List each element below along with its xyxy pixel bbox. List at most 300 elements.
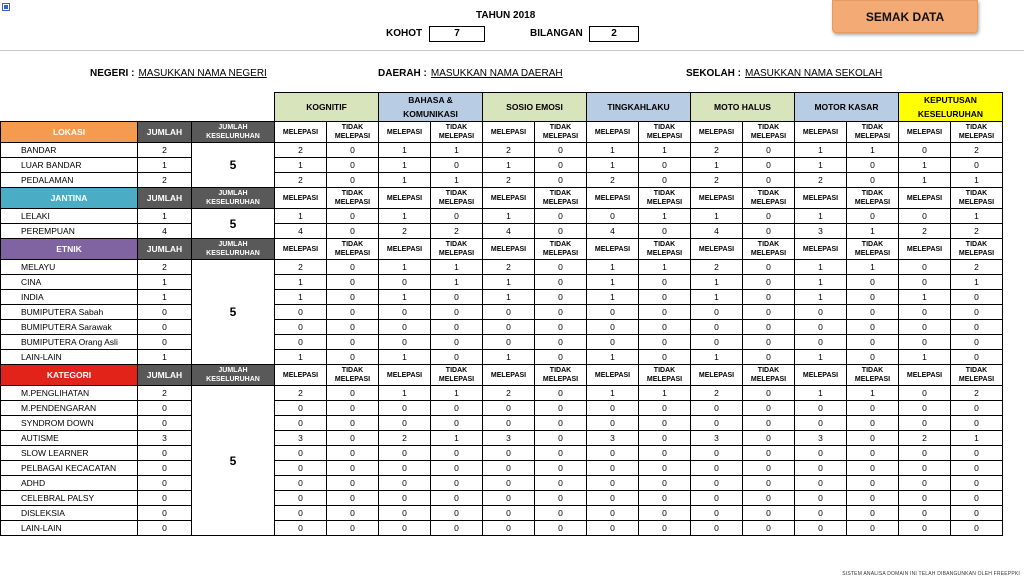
value-cell[interactable]: 1 [275,209,327,224]
value-cell[interactable]: 0 [847,416,899,431]
value-cell[interactable]: 1 [379,386,431,401]
jumlah-cell[interactable]: 4 [138,224,192,239]
value-cell[interactable]: 0 [951,320,1003,335]
value-cell[interactable]: 0 [951,335,1003,350]
value-cell[interactable]: 0 [327,401,379,416]
value-cell[interactable]: 2 [275,173,327,188]
value-cell[interactable]: 3 [691,431,743,446]
value-cell[interactable]: 2 [379,431,431,446]
value-cell[interactable]: 0 [379,491,431,506]
value-cell[interactable]: 3 [795,431,847,446]
value-cell[interactable]: 0 [587,521,639,536]
value-cell[interactable]: 4 [587,224,639,239]
value-cell[interactable]: 0 [535,305,587,320]
value-cell[interactable]: 1 [899,290,951,305]
value-cell[interactable]: 0 [743,209,795,224]
value-cell[interactable]: 4 [483,224,535,239]
value-cell[interactable]: 0 [691,491,743,506]
value-cell[interactable]: 0 [275,446,327,461]
jumlah-cell[interactable]: 1 [138,290,192,305]
value-cell[interactable]: 0 [743,305,795,320]
value-cell[interactable]: 0 [899,260,951,275]
value-cell[interactable]: 0 [639,320,691,335]
value-cell[interactable]: 0 [535,290,587,305]
value-cell[interactable]: 1 [587,260,639,275]
value-cell[interactable]: 0 [379,506,431,521]
value-cell[interactable]: 1 [691,275,743,290]
value-cell[interactable]: 1 [431,260,483,275]
value-cell[interactable]: 0 [639,416,691,431]
value-cell[interactable]: 0 [691,476,743,491]
value-cell[interactable]: 0 [327,521,379,536]
value-cell[interactable]: 0 [587,506,639,521]
value-cell[interactable]: 2 [951,260,1003,275]
value-cell[interactable]: 0 [535,506,587,521]
value-cell[interactable]: 1 [379,173,431,188]
value-cell[interactable]: 1 [899,173,951,188]
value-cell[interactable]: 0 [639,275,691,290]
value-cell[interactable]: 0 [379,305,431,320]
jumlah-cell[interactable]: 0 [138,401,192,416]
value-cell[interactable]: 0 [847,290,899,305]
value-cell[interactable]: 0 [431,416,483,431]
value-cell[interactable]: 1 [431,143,483,158]
value-cell[interactable]: 0 [899,416,951,431]
value-cell[interactable]: 0 [743,173,795,188]
value-cell[interactable]: 0 [639,335,691,350]
value-cell[interactable]: 1 [431,275,483,290]
value-cell[interactable]: 0 [483,506,535,521]
value-cell[interactable]: 0 [327,290,379,305]
value-cell[interactable]: 0 [795,521,847,536]
value-cell[interactable]: 0 [899,386,951,401]
value-cell[interactable]: 0 [847,275,899,290]
value-cell[interactable]: 2 [899,431,951,446]
value-cell[interactable]: 0 [899,335,951,350]
value-cell[interactable]: 0 [379,320,431,335]
value-cell[interactable]: 1 [639,386,691,401]
value-cell[interactable]: 0 [327,224,379,239]
value-cell[interactable]: 0 [327,173,379,188]
value-cell[interactable]: 0 [379,401,431,416]
jumlah-cell[interactable]: 2 [138,173,192,188]
jumlah-cell[interactable]: 0 [138,305,192,320]
value-cell[interactable]: 0 [327,260,379,275]
value-cell[interactable]: 1 [275,275,327,290]
value-cell[interactable]: 0 [431,305,483,320]
value-cell[interactable]: 0 [431,491,483,506]
value-cell[interactable]: 0 [743,386,795,401]
value-cell[interactable]: 0 [847,491,899,506]
value-cell[interactable]: 0 [743,491,795,506]
value-cell[interactable]: 0 [691,521,743,536]
value-cell[interactable]: 0 [743,158,795,173]
value-cell[interactable]: 0 [483,305,535,320]
value-cell[interactable]: 1 [379,158,431,173]
value-cell[interactable]: 1 [795,260,847,275]
value-cell[interactable]: 1 [379,260,431,275]
value-cell[interactable]: 0 [743,260,795,275]
jumlah-cell[interactable]: 2 [138,386,192,401]
value-cell[interactable]: 0 [847,158,899,173]
value-cell[interactable]: 0 [431,158,483,173]
value-cell[interactable]: 2 [431,224,483,239]
value-cell[interactable]: 0 [275,416,327,431]
value-cell[interactable]: 0 [847,305,899,320]
value-cell[interactable]: 0 [795,446,847,461]
value-cell[interactable]: 3 [275,431,327,446]
value-cell[interactable]: 1 [951,173,1003,188]
kohot-field[interactable]: 7 [429,26,485,42]
value-cell[interactable]: 0 [951,491,1003,506]
value-cell[interactable]: 2 [691,143,743,158]
value-cell[interactable]: 0 [431,335,483,350]
value-cell[interactable]: 0 [951,446,1003,461]
value-cell[interactable]: 0 [275,305,327,320]
value-cell[interactable]: 1 [431,173,483,188]
value-cell[interactable]: 0 [535,209,587,224]
value-cell[interactable]: 0 [587,320,639,335]
value-cell[interactable]: 1 [483,350,535,365]
sekolah-field[interactable]: MASUKKAN NAMA SEKOLAH [745,68,883,79]
value-cell[interactable]: 1 [795,275,847,290]
value-cell[interactable]: 0 [275,491,327,506]
value-cell[interactable]: 0 [535,461,587,476]
value-cell[interactable]: 0 [847,521,899,536]
value-cell[interactable]: 0 [431,461,483,476]
value-cell[interactable]: 0 [535,320,587,335]
value-cell[interactable]: 2 [899,224,951,239]
value-cell[interactable]: 0 [327,335,379,350]
value-cell[interactable]: 0 [587,335,639,350]
jumlah-cell[interactable]: 0 [138,476,192,491]
jumlah-cell[interactable]: 0 [138,335,192,350]
value-cell[interactable]: 1 [847,143,899,158]
value-cell[interactable]: 1 [691,158,743,173]
value-cell[interactable]: 1 [795,209,847,224]
value-cell[interactable]: 0 [743,335,795,350]
value-cell[interactable]: 0 [691,401,743,416]
value-cell[interactable]: 2 [951,143,1003,158]
value-cell[interactable]: 2 [691,173,743,188]
value-cell[interactable]: 1 [691,209,743,224]
value-cell[interactable]: 0 [535,416,587,431]
value-cell[interactable]: 2 [483,386,535,401]
value-cell[interactable]: 0 [587,461,639,476]
value-cell[interactable]: 0 [535,446,587,461]
value-cell[interactable]: 0 [327,461,379,476]
value-cell[interactable]: 0 [587,491,639,506]
value-cell[interactable]: 0 [535,350,587,365]
jumlah-cell[interactable]: 3 [138,431,192,446]
value-cell[interactable]: 0 [639,305,691,320]
value-cell[interactable]: 1 [275,158,327,173]
value-cell[interactable]: 0 [431,476,483,491]
value-cell[interactable]: 1 [483,290,535,305]
value-cell[interactable]: 0 [743,506,795,521]
value-cell[interactable]: 0 [327,275,379,290]
value-cell[interactable]: 0 [275,521,327,536]
value-cell[interactable]: 0 [327,350,379,365]
value-cell[interactable]: 0 [327,506,379,521]
value-cell[interactable]: 0 [587,476,639,491]
value-cell[interactable]: 0 [899,320,951,335]
value-cell[interactable]: 0 [899,506,951,521]
value-cell[interactable]: 0 [327,476,379,491]
value-cell[interactable]: 0 [275,506,327,521]
value-cell[interactable]: 0 [587,446,639,461]
value-cell[interactable]: 0 [899,491,951,506]
value-cell[interactable]: 1 [691,290,743,305]
value-cell[interactable]: 0 [899,521,951,536]
value-cell[interactable]: 0 [951,290,1003,305]
value-cell[interactable]: 0 [795,320,847,335]
value-cell[interactable]: 0 [327,305,379,320]
value-cell[interactable]: 1 [431,386,483,401]
value-cell[interactable]: 1 [587,143,639,158]
value-cell[interactable]: 0 [691,335,743,350]
value-cell[interactable]: 2 [587,173,639,188]
value-cell[interactable]: 4 [275,224,327,239]
value-cell[interactable]: 1 [483,209,535,224]
value-cell[interactable]: 2 [795,173,847,188]
value-cell[interactable]: 0 [639,446,691,461]
value-cell[interactable]: 1 [275,290,327,305]
value-cell[interactable]: 2 [483,260,535,275]
value-cell[interactable]: 0 [691,506,743,521]
value-cell[interactable]: 0 [327,158,379,173]
value-cell[interactable]: 0 [847,506,899,521]
value-cell[interactable]: 0 [847,209,899,224]
value-cell[interactable]: 0 [951,416,1003,431]
value-cell[interactable]: 0 [535,431,587,446]
value-cell[interactable]: 0 [743,143,795,158]
value-cell[interactable]: 0 [795,401,847,416]
value-cell[interactable]: 1 [639,143,691,158]
value-cell[interactable]: 0 [743,461,795,476]
value-cell[interactable]: 0 [639,290,691,305]
value-cell[interactable]: 2 [275,260,327,275]
jumlah-cell[interactable]: 0 [138,320,192,335]
value-cell[interactable]: 0 [639,461,691,476]
value-cell[interactable]: 0 [483,416,535,431]
value-cell[interactable]: 1 [951,209,1003,224]
value-cell[interactable]: 1 [379,209,431,224]
value-cell[interactable]: 0 [483,491,535,506]
jumlah-cell[interactable]: 0 [138,446,192,461]
jumlah-cell[interactable]: 1 [138,158,192,173]
value-cell[interactable]: 0 [483,320,535,335]
value-cell[interactable]: 0 [379,416,431,431]
value-cell[interactable]: 0 [743,224,795,239]
value-cell[interactable]: 0 [847,320,899,335]
value-cell[interactable]: 0 [379,461,431,476]
value-cell[interactable]: 1 [379,350,431,365]
value-cell[interactable]: 0 [847,350,899,365]
value-cell[interactable]: 0 [639,224,691,239]
value-cell[interactable]: 1 [951,275,1003,290]
value-cell[interactable]: 0 [743,476,795,491]
value-cell[interactable]: 0 [847,173,899,188]
value-cell[interactable]: 0 [483,401,535,416]
value-cell[interactable]: 0 [275,461,327,476]
value-cell[interactable]: 0 [535,173,587,188]
value-cell[interactable]: 0 [379,476,431,491]
value-cell[interactable]: 0 [743,350,795,365]
value-cell[interactable]: 2 [691,260,743,275]
jumlah-cell[interactable]: 1 [138,350,192,365]
value-cell[interactable]: 1 [587,275,639,290]
value-cell[interactable]: 0 [379,521,431,536]
value-cell[interactable]: 0 [535,335,587,350]
value-cell[interactable]: 0 [587,209,639,224]
value-cell[interactable]: 0 [951,506,1003,521]
value-cell[interactable]: 0 [483,461,535,476]
value-cell[interactable]: 1 [431,431,483,446]
value-cell[interactable]: 0 [795,476,847,491]
value-cell[interactable]: 1 [795,290,847,305]
value-cell[interactable]: 0 [535,386,587,401]
value-cell[interactable]: 1 [691,350,743,365]
value-cell[interactable]: 1 [587,350,639,365]
value-cell[interactable]: 0 [587,401,639,416]
value-cell[interactable]: 0 [951,305,1003,320]
value-cell[interactable]: 0 [431,350,483,365]
value-cell[interactable]: 0 [379,446,431,461]
value-cell[interactable]: 0 [431,401,483,416]
value-cell[interactable]: 0 [691,461,743,476]
value-cell[interactable]: 0 [847,476,899,491]
value-cell[interactable]: 2 [483,143,535,158]
value-cell[interactable]: 0 [639,476,691,491]
value-cell[interactable]: 1 [379,290,431,305]
value-cell[interactable]: 0 [535,401,587,416]
value-cell[interactable]: 0 [327,143,379,158]
value-cell[interactable]: 0 [535,260,587,275]
value-cell[interactable]: 0 [847,461,899,476]
jumlah-cell[interactable]: 2 [138,143,192,158]
value-cell[interactable]: 1 [483,275,535,290]
value-cell[interactable]: 0 [639,521,691,536]
value-cell[interactable]: 0 [795,491,847,506]
value-cell[interactable]: 1 [951,431,1003,446]
value-cell[interactable]: 0 [327,416,379,431]
value-cell[interactable]: 0 [431,290,483,305]
value-cell[interactable]: 0 [899,275,951,290]
value-cell[interactable]: 0 [899,209,951,224]
value-cell[interactable]: 1 [795,158,847,173]
jumlah-cell[interactable]: 0 [138,491,192,506]
value-cell[interactable]: 0 [275,335,327,350]
value-cell[interactable]: 0 [327,386,379,401]
value-cell[interactable]: 1 [847,386,899,401]
jumlah-cell[interactable]: 0 [138,521,192,536]
value-cell[interactable]: 0 [535,476,587,491]
value-cell[interactable]: 2 [275,143,327,158]
value-cell[interactable]: 0 [379,335,431,350]
value-cell[interactable]: 0 [691,446,743,461]
value-cell[interactable]: 0 [275,401,327,416]
value-cell[interactable]: 0 [847,335,899,350]
jumlah-cell[interactable]: 1 [138,209,192,224]
value-cell[interactable]: 0 [639,431,691,446]
value-cell[interactable]: 0 [691,320,743,335]
value-cell[interactable]: 1 [847,224,899,239]
value-cell[interactable]: 0 [639,350,691,365]
value-cell[interactable]: 0 [743,521,795,536]
value-cell[interactable]: 1 [275,350,327,365]
value-cell[interactable]: 0 [951,476,1003,491]
jumlah-cell[interactable]: 0 [138,506,192,521]
value-cell[interactable]: 0 [431,446,483,461]
value-cell[interactable]: 0 [275,476,327,491]
value-cell[interactable]: 0 [327,446,379,461]
value-cell[interactable]: 3 [587,431,639,446]
value-cell[interactable]: 0 [743,290,795,305]
value-cell[interactable]: 0 [639,491,691,506]
value-cell[interactable]: 0 [743,401,795,416]
value-cell[interactable]: 1 [587,158,639,173]
value-cell[interactable]: 2 [483,173,535,188]
value-cell[interactable]: 1 [899,158,951,173]
value-cell[interactable]: 0 [795,335,847,350]
value-cell[interactable]: 0 [743,446,795,461]
value-cell[interactable]: 0 [483,446,535,461]
value-cell[interactable]: 1 [639,260,691,275]
value-cell[interactable]: 0 [327,431,379,446]
value-cell[interactable]: 0 [379,275,431,290]
value-cell[interactable]: 0 [951,158,1003,173]
value-cell[interactable]: 0 [847,401,899,416]
value-cell[interactable]: 0 [431,506,483,521]
jumlah-cell[interactable]: 0 [138,461,192,476]
value-cell[interactable]: 0 [795,416,847,431]
value-cell[interactable]: 4 [691,224,743,239]
value-cell[interactable]: 0 [743,320,795,335]
negeri-field[interactable]: MASUKKAN NAMA NEGERI [138,68,267,79]
value-cell[interactable]: 1 [847,260,899,275]
value-cell[interactable]: 0 [535,224,587,239]
value-cell[interactable]: 1 [639,209,691,224]
value-cell[interactable]: 0 [795,305,847,320]
jumlah-cell[interactable]: 2 [138,260,192,275]
value-cell[interactable]: 1 [587,290,639,305]
value-cell[interactable]: 1 [795,386,847,401]
value-cell[interactable]: 1 [795,143,847,158]
jumlah-cell[interactable]: 1 [138,275,192,290]
value-cell[interactable]: 0 [639,173,691,188]
value-cell[interactable]: 1 [483,158,535,173]
value-cell[interactable]: 0 [587,305,639,320]
daerah-field[interactable]: MASUKKAN NAMA DAERAH [430,68,563,79]
value-cell[interactable]: 1 [587,386,639,401]
value-cell[interactable]: 0 [535,143,587,158]
value-cell[interactable]: 0 [535,158,587,173]
value-cell[interactable]: 0 [899,461,951,476]
value-cell[interactable]: 0 [951,521,1003,536]
value-cell[interactable]: 0 [743,275,795,290]
value-cell[interactable]: 0 [899,401,951,416]
bilangan-field[interactable]: 2 [589,26,639,42]
value-cell[interactable]: 0 [743,431,795,446]
value-cell[interactable]: 0 [795,506,847,521]
value-cell[interactable]: 0 [743,416,795,431]
value-cell[interactable]: 2 [691,386,743,401]
value-cell[interactable]: 0 [327,320,379,335]
value-cell[interactable]: 0 [691,416,743,431]
value-cell[interactable]: 2 [951,224,1003,239]
value-cell[interactable]: 2 [275,386,327,401]
